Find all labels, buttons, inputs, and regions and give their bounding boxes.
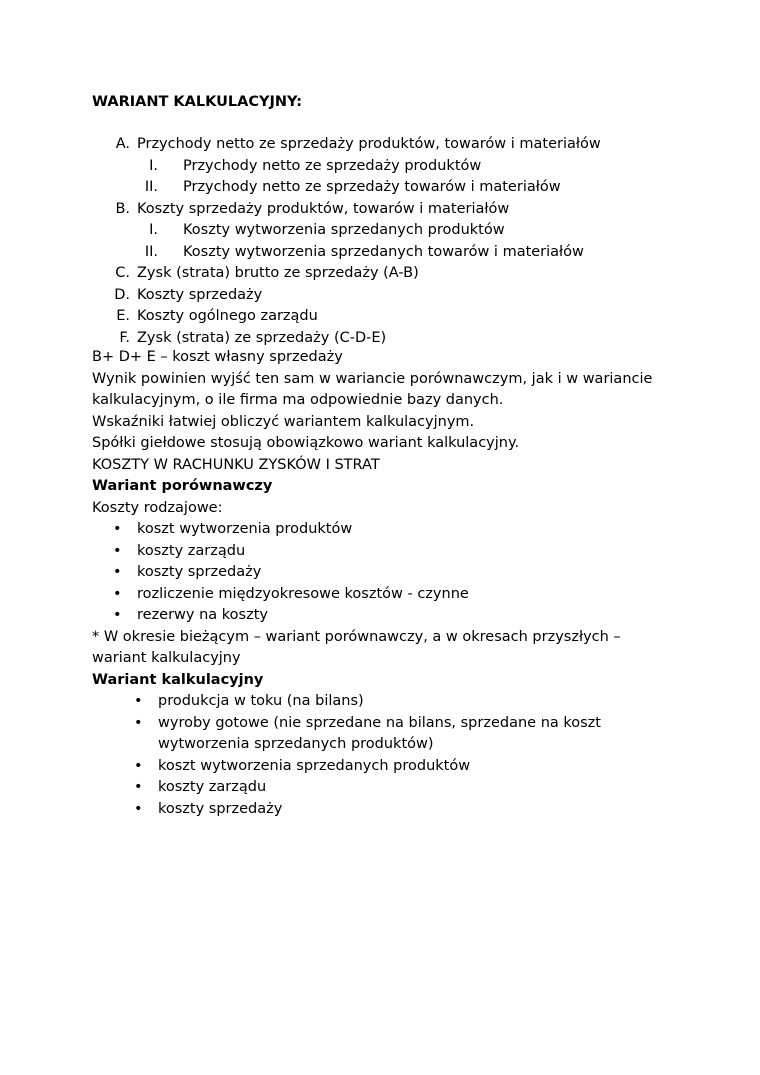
list-item-text: wyroby gotowe (nie sprzedane na bilans, sprzedane na koszt wytworzenia sprzedanych produktów) <box>158 714 601 752</box>
bullet-icon: • <box>134 800 143 817</box>
outline-text: Koszty sprzedaży produktów, towarów i materiałów <box>137 200 510 217</box>
list-item-text: produkcja w toku (na bilans) <box>158 693 364 709</box>
outline-text: Zysk (strata) brutto ze sprzedaży (A-B) <box>137 265 419 281</box>
bullet-icon: • <box>134 779 143 795</box>
outline-item <box>0 285 760 307</box>
porownawczy-footnote: * W okresie bieżącym – wariant porównawczy, a w okresach przyszłych – wariant kalkulacyjny <box>92 628 621 666</box>
outline-item <box>0 263 760 285</box>
outline-marker: A. <box>115 136 130 152</box>
list-item-text: koszty sprzedaży <box>137 564 262 580</box>
outline-text: Koszty wytworzenia sprzedanych produktów <box>183 222 505 238</box>
list-item <box>92 713 628 756</box>
bullet-icon: • <box>113 607 122 623</box>
list-item-text: koszty zarządu <box>137 542 246 559</box>
list-item-text: koszt wytworzenia produktów <box>137 521 353 537</box>
indicators-note: Wskaźniki łatwiej obliczyć wariantem kalkulacyjnym. <box>92 413 475 430</box>
outline-item <box>0 134 760 156</box>
porownawczy-heading: Wariant porównawczy <box>92 478 273 494</box>
outline-marker: II. <box>144 179 158 195</box>
bullet-icon: • <box>134 693 143 709</box>
porownawczy-list <box>92 519 672 627</box>
outline-marker: D. <box>114 286 130 303</box>
kalkulacyjny-heading: Wariant kalkulacyjny <box>92 671 264 688</box>
bullet-icon: • <box>134 714 143 731</box>
outline-marker: B. <box>115 200 130 217</box>
outline-item <box>0 328 760 350</box>
list-item <box>92 584 672 606</box>
outline-marker: E. <box>116 308 130 324</box>
outline-marker: F. <box>119 329 130 346</box>
income-statement-outline <box>0 134 760 349</box>
list-item <box>92 799 628 821</box>
cost-formula: B+ D+ E – koszt własny sprzedaży <box>92 349 343 365</box>
list-item-text: koszt wytworzenia sprzedanych produktów <box>158 757 471 774</box>
bullet-icon: • <box>134 757 143 774</box>
outline-subitem <box>0 177 760 199</box>
outline-subitem <box>0 156 760 178</box>
outline-text: Przychody netto ze sprzedaży produktów, towarów i materiałów <box>137 136 601 152</box>
outline-subitem <box>0 242 760 264</box>
list-item-text: koszty zarządu <box>158 779 267 795</box>
outline-text: Koszty sprzedaży <box>137 286 263 303</box>
bullet-icon: • <box>113 585 122 602</box>
kalkulacyjny-list <box>92 691 672 820</box>
outline-subitem <box>0 220 760 242</box>
result-note: Wynik powinien wyjść ten sam w wariancie porównawczym, jak i w wariancie kalkulacyjnym, o ile firma ma odpowiednie bazy danych. <box>92 370 653 408</box>
bullet-icon: • <box>113 564 122 580</box>
list-item-text: koszty sprzedaży <box>158 800 283 817</box>
outline-marker: I. <box>149 157 158 174</box>
outline-item <box>0 306 760 328</box>
list-item <box>92 519 672 541</box>
page-title: WARIANT KALKULACYJNY: <box>92 94 303 110</box>
costs-heading: KOSZTY W RACHUNKU ZYSKÓW I STRAT <box>92 456 380 473</box>
list-item-text: rozliczenie międzyokresowe kosztów - czynne <box>137 585 469 602</box>
outline-text: Przychody netto ze sprzedaży towarów i materiałów <box>183 179 561 195</box>
list-item <box>92 691 628 713</box>
porownawczy-intro: Koszty rodzajowe: <box>92 499 223 516</box>
bullet-icon: • <box>113 542 122 559</box>
bullet-icon: • <box>113 521 122 537</box>
outline-text: Zysk (strata) ze sprzedaży (C-D-E) <box>137 329 387 346</box>
outline-text: Przychody netto ze sprzedaży produktów <box>183 157 482 174</box>
outline-item <box>0 199 760 221</box>
notes-block <box>92 347 672 820</box>
outline-marker: I. <box>149 222 158 238</box>
outline-marker: C. <box>115 265 130 281</box>
list-item <box>92 605 672 627</box>
list-item <box>92 541 672 563</box>
outline-text: Koszty ogólnego zarządu <box>137 308 318 324</box>
outline-text: Koszty wytworzenia sprzedanych towarów i materiałów <box>183 243 584 260</box>
list-item <box>92 756 628 778</box>
list-item <box>92 777 628 799</box>
list-item-text: rezerwy na koszty <box>137 607 268 623</box>
list-item <box>92 562 672 584</box>
outline-marker: II. <box>144 243 158 260</box>
listed-companies-note: Spółki giełdowe stosują obowiązkowo wariant kalkulacyjny. <box>92 435 520 451</box>
